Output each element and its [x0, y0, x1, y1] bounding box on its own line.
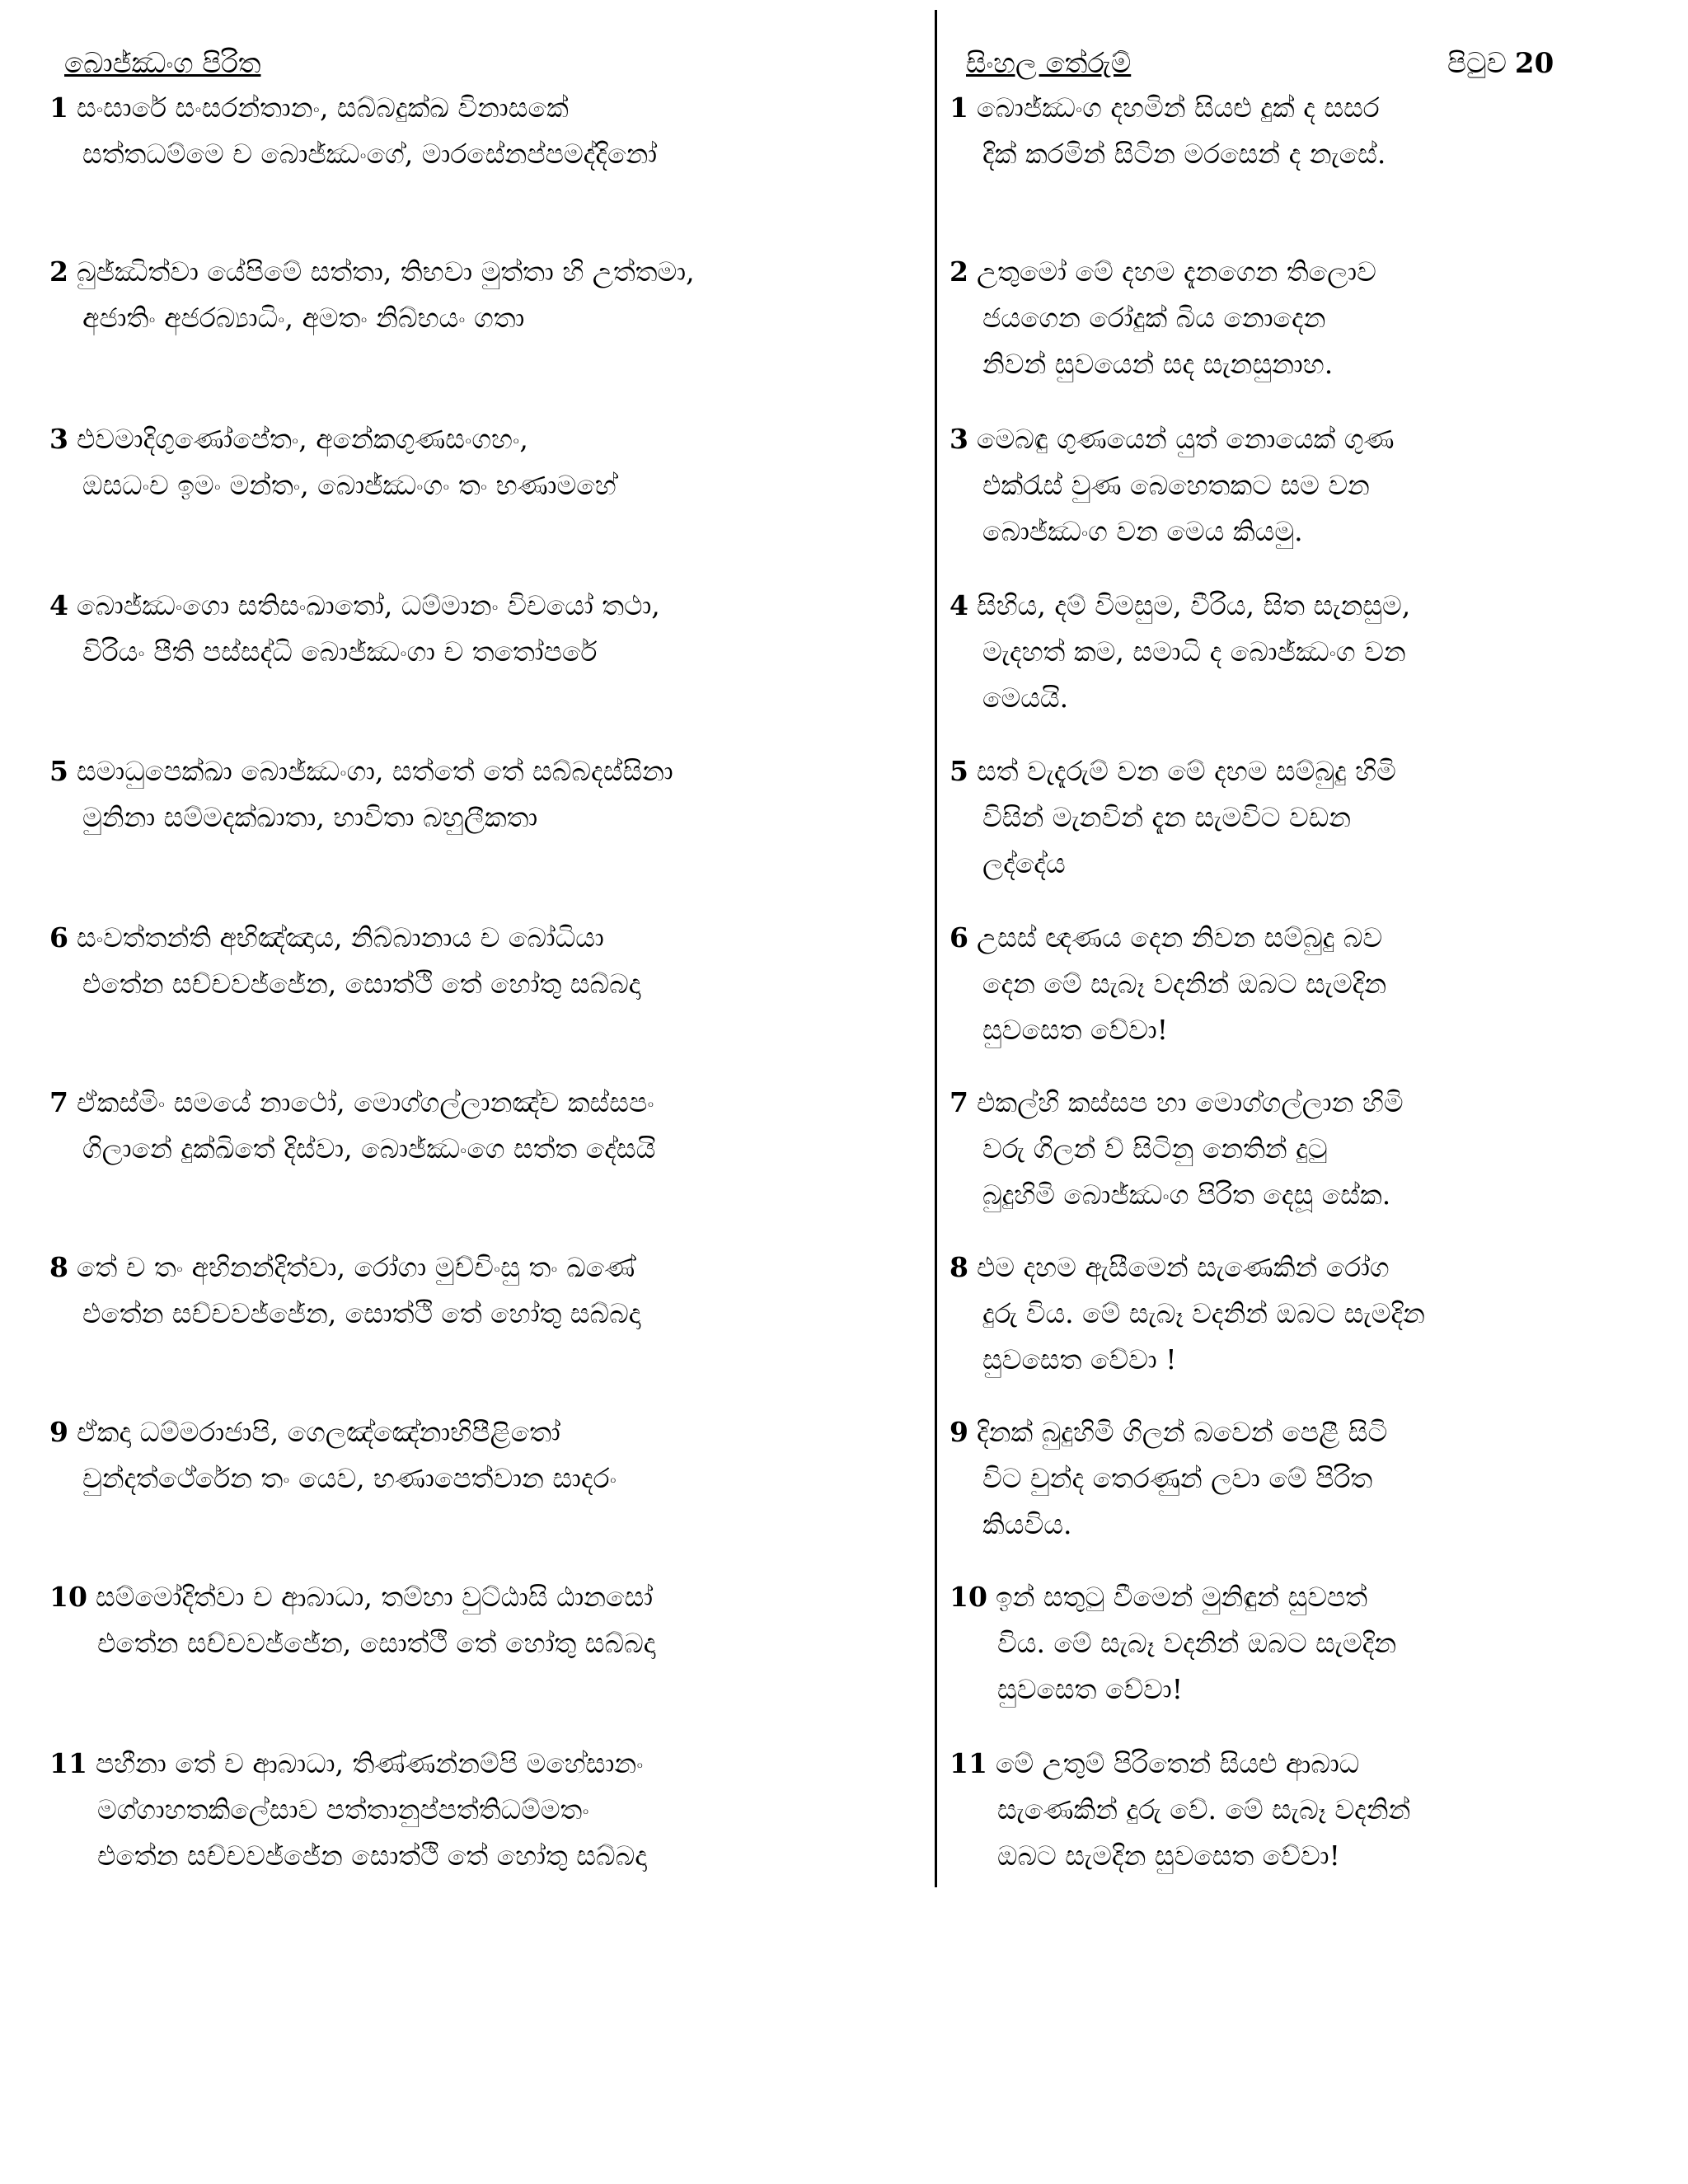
verse-line: මැදහත් කම, සමාධි ද බොජ්ඣංග වන [982, 635, 1406, 668]
verse-number: 1 [49, 91, 68, 124]
pali-verse-9 [49, 1409, 923, 1502]
verse-line: තේ ච තං අභිනන්දිත්වා, රෝගා මුච්චිංසු තං ඛණේ [76, 1251, 635, 1283]
pali-verse-4 [49, 583, 923, 675]
verse-number: 2 [950, 255, 968, 288]
verse-number: 11 [49, 1747, 87, 1779]
verse-line: බොජ්ඣංග වන මෙය කියමු. [982, 515, 1303, 547]
verse-line: දික් කරමින් සිටින මරසෙන් ද නැසේ. [982, 138, 1386, 170]
verse-line: ඔසධංච ඉමං මන්තං, බොජ්ඣංගං තං භණාමහේ [82, 469, 617, 501]
verse-line: විය. මේ සැබෑ වදනින් ඔබට සැමදින [997, 1627, 1397, 1659]
verse-line: උසස් ඥණය දෙන නිවන සම්බුදු බව [976, 921, 1383, 954]
verse-line: බුදුහිමි බොජ්ඣංග පිරිත දෙසූ සේක. [982, 1179, 1391, 1211]
verse-line: සංවත්තන්ති අභිඤ්ඤාය, නිබ්බානාය ච බෝධියා [76, 921, 604, 954]
page-number-label [1447, 45, 1554, 82]
verse-line: මුනිනා සම්මදක්ඛාතා, භාවිතා බහුලීකතා [82, 801, 538, 833]
verse-number: 11 [950, 1747, 987, 1779]
verse-line: වරු ගිලන් ව් සිටිනු නෙතින් දුටු [982, 1132, 1328, 1165]
verse-line: ඒකස්මිං සමයේ නාථෝ, මොග්ගල්ලානඤ්ච කස්සපං [76, 1086, 654, 1118]
verse-line: දිනක් බුදුහිමි ගිලන් බවෙන් පෙළී සිටි [976, 1416, 1388, 1448]
verse-line: එම දහම ඇසීමෙන් සැණෙකින් රෝග [976, 1251, 1390, 1283]
sinhala-verse-3 [950, 416, 1675, 555]
verse-line: ලද්දේය [982, 847, 1066, 879]
verse-number: 6 [49, 921, 68, 954]
verse-number: 5 [950, 755, 968, 787]
verse-line: අජාතිං අජරබ්‍යාධිං, අමතං නිබ්භයං ගතා [82, 302, 525, 334]
verse-line: දෙන මේ සැබෑ වදනින් ඔබට සැමදින [982, 968, 1387, 1000]
sinhala-verse-2 [950, 249, 1675, 387]
pali-verse-2 [49, 249, 923, 341]
pali-verse-8 [49, 1244, 923, 1337]
verse-line: බොජ්ඣංග දහමින් සියළු දුක් ද සසර [976, 91, 1380, 124]
verse-line: සම්මෝදිත්වා ච ආබාධා, තම්හා වුට්ඨාසි ඨානසෝ [95, 1581, 654, 1613]
verse-line: පහීනා තේ ච ආබාධා, තිණ්ණන්නම්පි මහේසානං [95, 1747, 644, 1779]
verse-line: මෙබඳු ගුණයෙන් යුත් නොයෙක් ගුණ [976, 423, 1395, 455]
verse-line: චුන්දත්ථේරේන තං යෙව, භණාපෙත්වාන සාදරං [82, 1462, 617, 1494]
verse-line: එකල්හි කස්සප හා මොග්ගල්ලාන හිමි [976, 1086, 1404, 1118]
verse-line: ජයගෙන රෝදුක් බිය නොදෙන [982, 302, 1326, 334]
verse-line: ඒකදා ධම්මරාජාපි, ගෙලඤ්ඤේනාභිපීළිතෝ [76, 1416, 560, 1448]
pali-verse-11 [49, 1741, 923, 1879]
verse-number: 10 [49, 1581, 87, 1613]
verse-line: විසින් මැනවින් දැන සැමවිට වඩන [982, 801, 1352, 833]
verse-number: 8 [49, 1251, 68, 1283]
verse-line: මේ උතුම් පිරිතෙන් සියළු ආබාධ [995, 1747, 1360, 1779]
verse-line: සත්තධම්මෙ ච බොජ්ඣංගේ, මාරසේනප්පමද්දිනෝ [82, 138, 658, 170]
sinhala-verse-10 [950, 1574, 1675, 1713]
verse-line: එතේන සච්චවජ්ජේන සොත්ථි තේ හෝතු සබ්බදා [97, 1840, 647, 1872]
pali-verse-1 [49, 85, 923, 177]
verse-number: 4 [49, 589, 68, 621]
verse-line: දුරු විය. මේ සැබෑ වදනින් ඔබට සැමදින [982, 1297, 1425, 1329]
verse-line: කියවිය. [982, 1508, 1072, 1540]
verse-line: මෙයයි. [982, 682, 1069, 714]
verse-line: සමාධුපෙක්ඛා බොජ්ඣංගා, සත්තේ තේ සබ්බදස්සිනා [76, 755, 673, 787]
sinhala-verse-4 [950, 583, 1675, 721]
verse-line: බොජ්ඣංගො සතිසංඛාතෝ, ධම්මානං විචයෝ තථා, [76, 589, 660, 621]
verse-number: 7 [49, 1086, 68, 1118]
verse-line: විරියං පීති පස්සද්ධි බොජ්ඣංගා ච තතෝපරේ [82, 635, 598, 668]
right-column-title: සිංහල තේරුම් [966, 47, 1132, 80]
verse-line: එතේන සච්චවජ්ජේන, සොත්ථි තේ හෝතු සබ්බදා [97, 1627, 656, 1659]
sinhala-verse-8 [950, 1244, 1675, 1383]
pali-verse-6 [49, 915, 923, 1007]
verse-number: 9 [49, 1416, 68, 1448]
sinhala-verse-5 [950, 748, 1675, 887]
verse-number: 2 [49, 255, 68, 288]
sinhala-verse-1 [950, 85, 1675, 177]
verse-number: 4 [950, 589, 968, 621]
verse-line: සුවසෙත වේවා! [982, 1014, 1168, 1046]
verse-line: ඉන් සතුටු වීමෙන් මුනිඳුන් සුවපත් [995, 1581, 1368, 1613]
verse-line: සිහිය, දම් විමසුම, වීරිය, සිත සැනසුම, [976, 589, 1411, 621]
column-divider [935, 10, 937, 1887]
verse-number: 5 [49, 755, 68, 787]
page-label-text: පිටුව [1447, 47, 1507, 80]
verse-line: එවමාදිගුණෝපේතං, අනේකගුණසංගහං, [76, 423, 528, 455]
page-number: 20 [1514, 47, 1554, 80]
verse-line: සංසාරේ සංසරන්තානං, සබ්බදුක්ඛ විනාසකේ [76, 91, 569, 124]
verse-line: බුජ්ඣිත්වා යේපිමේ සත්තා, තිභවා මුත්තා හි උත්තමා, [76, 255, 695, 288]
sinhala-verse-9 [950, 1409, 1675, 1548]
verse-number: 3 [950, 423, 968, 455]
left-column-title: බොජ්ඣංග පිරිත [64, 47, 261, 80]
verse-line: සත් වැදැරුම් වන මේ දහම සම්බුදු හිමි [976, 755, 1396, 787]
verse-line: විට චුන්ද තෙරණුන් ලවා මේ පිරිත [982, 1462, 1373, 1494]
verse-line: එතේන සච්චවජ්ජේන, සොත්ථි තේ හෝතු සබ්බදා [82, 968, 641, 1000]
verse-line: ඔබට සැමදින සුවසෙත වේවා! [997, 1840, 1340, 1872]
verse-number: 9 [950, 1416, 968, 1448]
sinhala-verse-6 [950, 915, 1675, 1053]
verse-line: එතේන සච්චවජ්ජේන, සොත්ථි තේ හෝතු සබ්බදා [82, 1297, 641, 1329]
pali-verse-3 [49, 416, 923, 509]
verse-number: 7 [950, 1086, 968, 1118]
verse-number: 10 [950, 1581, 987, 1613]
pali-verse-5 [49, 748, 923, 841]
verse-line: සැණෙකින් දුරු වේ. මේ සැබෑ වදනින් [997, 1793, 1411, 1825]
verse-line: ගිලානේ දුක්ඛිතේ දිස්වා, බොජ්ඣංගෙ සත්ත දේසයි [82, 1132, 656, 1165]
verse-number: 3 [49, 423, 68, 455]
verse-number: 8 [950, 1251, 968, 1283]
verse-number: 6 [950, 921, 968, 954]
verse-line: මග්ගාහතකිලේසාව පත්තානුප්පත්තිධම්මතං [97, 1793, 589, 1825]
sinhala-verse-7 [950, 1080, 1675, 1218]
pali-verse-10 [49, 1574, 923, 1666]
verse-line: සුවසෙත වේවා ! [982, 1343, 1177, 1376]
sinhala-verse-11 [950, 1741, 1675, 1879]
pali-verse-7 [49, 1080, 923, 1172]
verse-line: උතුමෝ මේ දහම දැනගෙන තිලොව [976, 255, 1376, 288]
verse-line: නිවන් සුවයෙන් සද සැනසුනාහ. [982, 348, 1334, 380]
verse-line: එක්රැස් වුණ බෙහෙතකට සම වන [982, 469, 1370, 501]
verse-line: සුවසෙත වේවා! [997, 1673, 1183, 1705]
verse-number: 1 [950, 91, 968, 124]
